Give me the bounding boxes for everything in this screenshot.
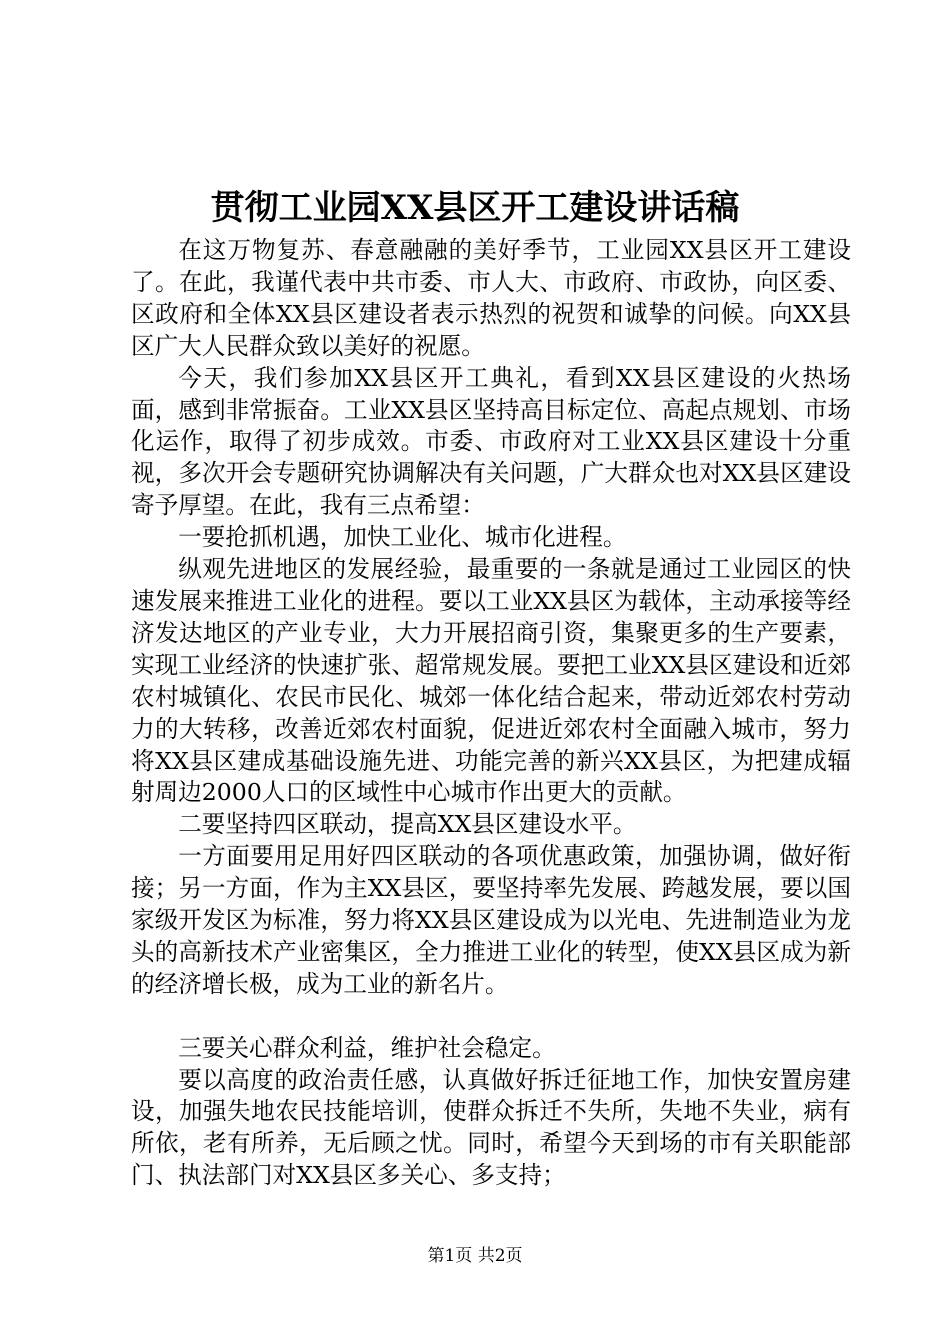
page-number: 第1页 共2页	[427, 1246, 523, 1266]
paragraph: 纵观先进地区的发展经验，最重要的一条就是通过工业园区的快速发展来推进工业化的进程。要以工业XX县区为载体，主动承接等经济发达地区的产业专业，大力开展招商引资，集聚更多的生产要素，实现工业经济的快速扩张、超常规发展。要把工业XX县区建设和近郊农村城镇化、农民市民化、城郊一体化结合起来，带动近郊农村劳动力的大转移，改善近郊农村面貌，促进近郊农村全面融入城市，努力将XX县区建成基础设施先进、功能完善的新兴XX县区，为把建成辐射周边2000人口的区域性中心城市作出更大的贡献。	[131, 555, 851, 807]
paragraph: 一方面要用足用好四区联动的各项优惠政策，加强协调，做好衔接；另一方面，作为主XX县区，要坚持率先发展、跨越发展，要以国家级开发区为标准，努力将XX县区建设成为以光电、先进制造业为龙头的高新技术产业密集区，全力推进工业化的转型，使XX县区成为新的经济增长极，成为工业的新名片。	[131, 842, 851, 998]
paragraph: 今天，我们参加XX县区开工典礼，看到XX县区建设的火热场面，感到非常振奋。工业XX县区坚持高目标定位、高起点规划、市场化运作，取得了初步成效。市委、市政府对工业XX县区建设十分重视，多次开会专题研究协调解决有关问题，广大群众也对XX县区建设寄予厚望。在此，我有三点希望：	[131, 363, 851, 520]
document-body	[131, 235, 851, 1192]
document-title: 贯彻工业园XX县区开工建设讲话稿	[210, 188, 740, 228]
section-heading: 二要坚持四区联动，提高XX县区建设水平。	[178, 810, 637, 839]
paragraph: 在这万物复苏、春意融融的美好季节，工业园XX县区开工建设了。在此，我谨代表中共市委、市人大、市政府、市政协，向区委、区政府和全体XX县区建设者表示热烈的祝贺和诚挚的问候。向XX县区广大人民群众致以美好的祝愿。	[131, 236, 851, 360]
section-heading: 一要抢抓机遇，加快工业化、城市化进程。	[178, 523, 627, 552]
section-heading: 三要关心群众利益，维护社会稳定。	[178, 1033, 556, 1062]
paragraph: 要以高度的政治责任感，认真做好拆迁征地工作，加快安置房建设，加强失地农民技能培训，使群众拆迁不失所，失地不失业，病有所依，老有所养，无后顾之忧。同时，希望今天到场的市有关职能部门、执法部门对XX县区多关心、多支持；	[131, 1065, 851, 1190]
